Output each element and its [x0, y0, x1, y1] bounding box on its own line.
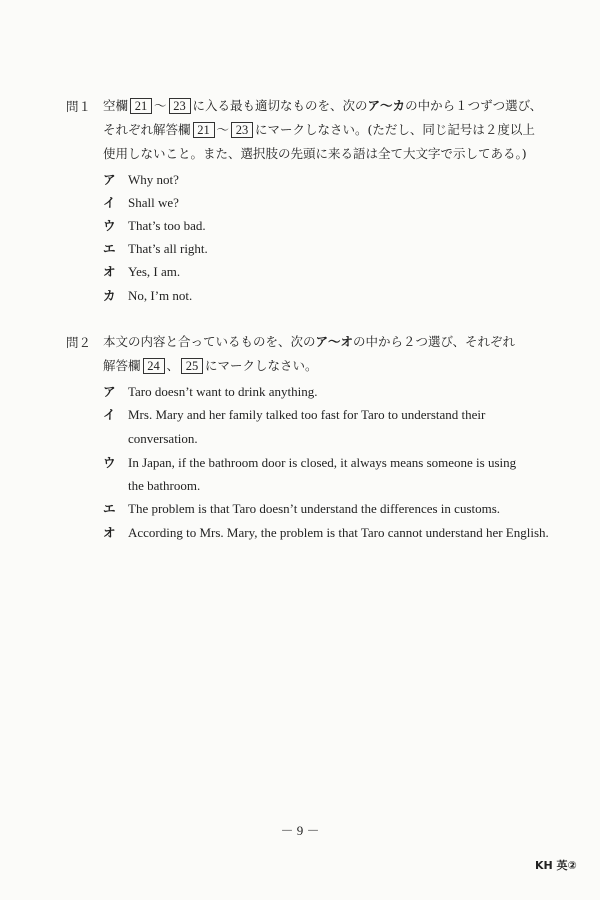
question-2-line-2 [103, 357, 318, 374]
q1-option-e [103, 240, 208, 257]
q2-option-u-continued: the bathroom. [128, 478, 201, 493]
q2-option-e [103, 500, 500, 517]
question-2-line-1 [103, 333, 515, 350]
q1-option-u [103, 217, 206, 234]
q2-option-a [103, 383, 317, 400]
answer-box-24: 24 [143, 358, 165, 374]
option-text: The problem is that Taro doesn’t understand the differences in customs. [128, 501, 501, 516]
option-label: エ [103, 241, 116, 256]
q1-text-e: にマークしなさい。(ただし、同じ記号は２度以上 [255, 122, 535, 137]
q1-option-a [103, 171, 179, 188]
option-label: オ [103, 264, 116, 279]
option-label: カ [103, 288, 116, 303]
option-label: ア [103, 172, 116, 187]
question-1-line-1 [103, 97, 542, 114]
q1-tilde-2: ～ [216, 122, 230, 137]
question-1-number: 問１ [66, 99, 92, 114]
option-label: オ [103, 525, 116, 540]
option-text: Yes, I am. [128, 264, 181, 279]
option-text: Shall we? [128, 195, 179, 210]
q1-option-o [103, 263, 180, 280]
option-text: Why not? [128, 172, 179, 187]
option-label: ア [103, 384, 116, 399]
answer-box-23: 23 [169, 98, 191, 114]
option-label: ウ [103, 455, 116, 470]
option-text: No, I’m not. [128, 288, 193, 303]
option-label: イ [103, 407, 116, 422]
q2-text-a: 本文の内容と合っているものを、次の [103, 334, 316, 349]
q2-range: ア～オ [315, 334, 354, 349]
q2-text-c: 解答欄 [103, 358, 141, 373]
q1-option-ka [103, 287, 192, 304]
q2-option-i-continued: conversation. [128, 431, 198, 446]
answer-box-21-mark: 21 [193, 122, 215, 138]
q1-text-d: それぞれ解答欄 [103, 122, 191, 137]
answer-box-25: 25 [181, 358, 203, 374]
answer-box-23-mark: 23 [231, 122, 253, 138]
q1-text-c: の中から１つずつ選び、 [405, 98, 543, 113]
option-label: イ [103, 195, 116, 210]
q1-text-b: に入る最も適切なものを、次の [192, 98, 368, 113]
question-1-line-3: 使用しないこと。また、選択肢の先頭に来る語は全て大文字で示してある。) [103, 146, 527, 161]
option-label: エ [103, 501, 116, 516]
option-text: In Japan, if the bathroom door is closed, it always means someone is using [128, 455, 517, 470]
option-text: Taro doesn’t want to drink anything. [128, 384, 318, 399]
q1-range: ア～カ [367, 98, 406, 113]
q1-tilde: ～ [154, 98, 167, 113]
option-label: ウ [103, 218, 116, 233]
q2-option-o [103, 524, 549, 541]
q1-option-i [103, 194, 179, 211]
q2-option-i [103, 406, 485, 423]
question-2-number: 問２ [66, 335, 92, 350]
q2-option-u [103, 454, 516, 471]
exam-code: KH 英② [535, 859, 577, 872]
question-1-line-2 [103, 121, 535, 138]
option-text: According to Mrs. Mary, the problem is that Taro cannot understand her English. [128, 525, 549, 540]
q1-text-a: 空欄 [103, 98, 129, 113]
page-number: － 9 － [280, 823, 320, 838]
answer-box-21: 21 [130, 98, 152, 114]
q2-separator: 、 [166, 358, 180, 373]
option-text: That’s all right. [128, 241, 208, 256]
q2-text-d: にマークしなさい。 [205, 358, 318, 373]
q2-text-b: の中から２つ選び、それぞれ [353, 334, 516, 349]
option-text: That’s too bad. [128, 218, 206, 233]
option-text: Mrs. Mary and her family talked too fast for Taro to understand their [128, 407, 486, 422]
